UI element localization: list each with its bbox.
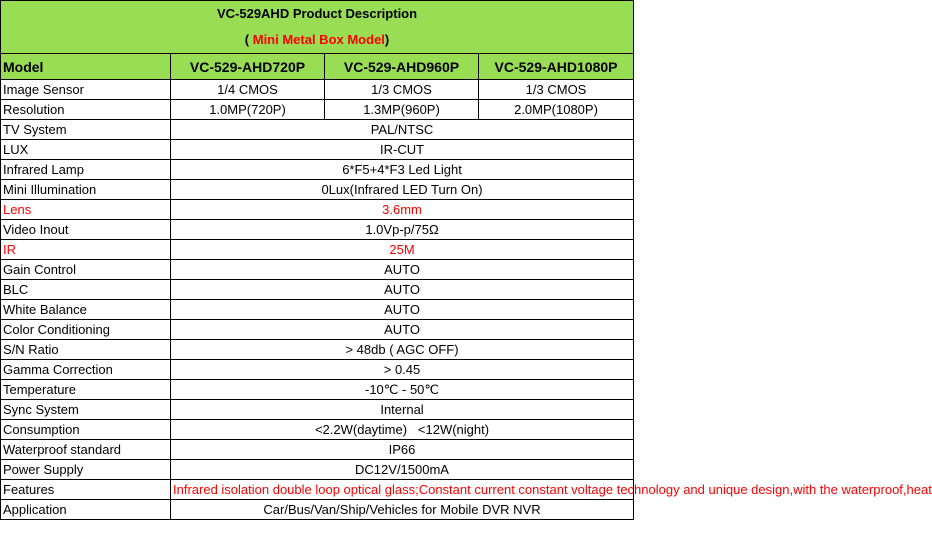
model-header-960p: VC-529-AHD960P [325, 54, 479, 80]
spec-value: > 0.45 [171, 360, 634, 380]
spec-value-960p: 1.3MP(960P) [325, 100, 479, 120]
spec-value: 25M [171, 240, 634, 260]
subtitle-model-type: Mini Metal Box Model [252, 32, 385, 47]
subtitle-close-paren: ) [384, 32, 390, 47]
spec-label: Sync System [1, 400, 171, 420]
spec-value: AUTO [171, 300, 634, 320]
spec-label: Gain Control [1, 260, 171, 280]
spec-value: <2.2W(daytime) <12W(night) [171, 420, 634, 440]
subtitle-open-paren: ( [244, 32, 253, 47]
spec-row-blc [1, 280, 634, 300]
spec-row-lux [1, 140, 634, 160]
spec-value: Internal [171, 400, 634, 420]
spec-row-power-supply [1, 460, 634, 480]
spec-row-image-sensor [1, 80, 634, 100]
spec-row-sn-ratio [1, 340, 634, 360]
spec-value: Car/Bus/Van/Ship/Vehicles for Mobile DVR NVR [171, 500, 634, 520]
spec-value: DC12V/1500mA [171, 460, 634, 480]
spec-value-720p: 1/4 CMOS [171, 80, 325, 100]
spec-row-mini-illumination [1, 180, 634, 200]
model-header-720p: VC-529-AHD720P [171, 54, 325, 80]
spec-label: Temperature [1, 380, 171, 400]
spec-label: Features [1, 480, 171, 500]
spec-label: Infrared Lamp [1, 160, 171, 180]
spec-label: Image Sensor [1, 80, 171, 100]
spec-row-video-inout [1, 220, 634, 240]
page-title: VC-529AHD Product Description [216, 6, 418, 21]
spec-value: IP66 [171, 440, 634, 460]
title-cell [1, 1, 634, 54]
spec-value-1080p: 1/3 CMOS [479, 80, 634, 100]
spec-value: AUTO [171, 280, 634, 300]
spec-row-temperature [1, 380, 634, 400]
spec-row-gamma-correction [1, 360, 634, 380]
spec-value: -10℃ - 50℃ [171, 380, 634, 400]
spec-value: 6*F5+4*F3 Led Light [171, 160, 634, 180]
spec-row-sync-system [1, 400, 634, 420]
spec-label: Resolution [1, 100, 171, 120]
title-row [1, 1, 634, 54]
model-header-1080p: VC-529-AHD1080P [479, 54, 634, 80]
spec-value: AUTO [171, 260, 634, 280]
model-header-row [1, 54, 634, 80]
spec-row-consumption [1, 420, 634, 440]
spec-row-infrared-lamp [1, 160, 634, 180]
spec-label: White Balance [1, 300, 171, 320]
spec-value: IR-CUT [171, 140, 634, 160]
spec-row-lens [1, 200, 634, 220]
spec-row-application [1, 500, 634, 520]
spec-label: Waterproof standard [1, 440, 171, 460]
spec-value: AUTO [171, 320, 634, 340]
spec-row-resolution [1, 100, 634, 120]
subtitle [3, 27, 631, 53]
spec-value-960p: 1/3 CMOS [325, 80, 479, 100]
spec-label: Color Conditioning [1, 320, 171, 340]
spec-row-color-conditioning [1, 320, 634, 340]
spec-value: 0Lux(Infrared LED Turn On) [171, 180, 634, 200]
spec-value: 3.6mm [171, 200, 634, 220]
spec-label: Mini Illumination [1, 180, 171, 200]
spec-label: Lens [1, 200, 171, 220]
spec-value-720p: 1.0MP(720P) [171, 100, 325, 120]
spec-value: Infrared isolation double loop optical glass;Constant current constant voltage technology and unique design,with the waterproof,heat [171, 480, 634, 500]
spec-value: PAL/NTSC [171, 120, 634, 140]
spec-label: IR [1, 240, 171, 260]
spec-label: Power Supply [1, 460, 171, 480]
spec-row-tv-system [1, 120, 634, 140]
spec-value: 1.0Vp-p/75Ω [171, 220, 634, 240]
spec-value: > 48db ( AGC OFF) [171, 340, 634, 360]
spec-label: Gamma Correction [1, 360, 171, 380]
spec-row-gain-control [1, 260, 634, 280]
spec-label: BLC [1, 280, 171, 300]
spec-label: TV System [1, 120, 171, 140]
spec-label: S/N Ratio [1, 340, 171, 360]
spec-label: Consumption [1, 420, 171, 440]
spec-label: Video Inout [1, 220, 171, 240]
spec-value-1080p: 2.0MP(1080P) [479, 100, 634, 120]
spec-row-ir [1, 240, 634, 260]
spec-label: Application [1, 500, 171, 520]
spec-row-features [1, 480, 634, 500]
spec-row-waterproof [1, 440, 634, 460]
spec-label: LUX [1, 140, 171, 160]
spec-row-white-balance [1, 300, 634, 320]
model-header-label: Model [1, 54, 171, 80]
